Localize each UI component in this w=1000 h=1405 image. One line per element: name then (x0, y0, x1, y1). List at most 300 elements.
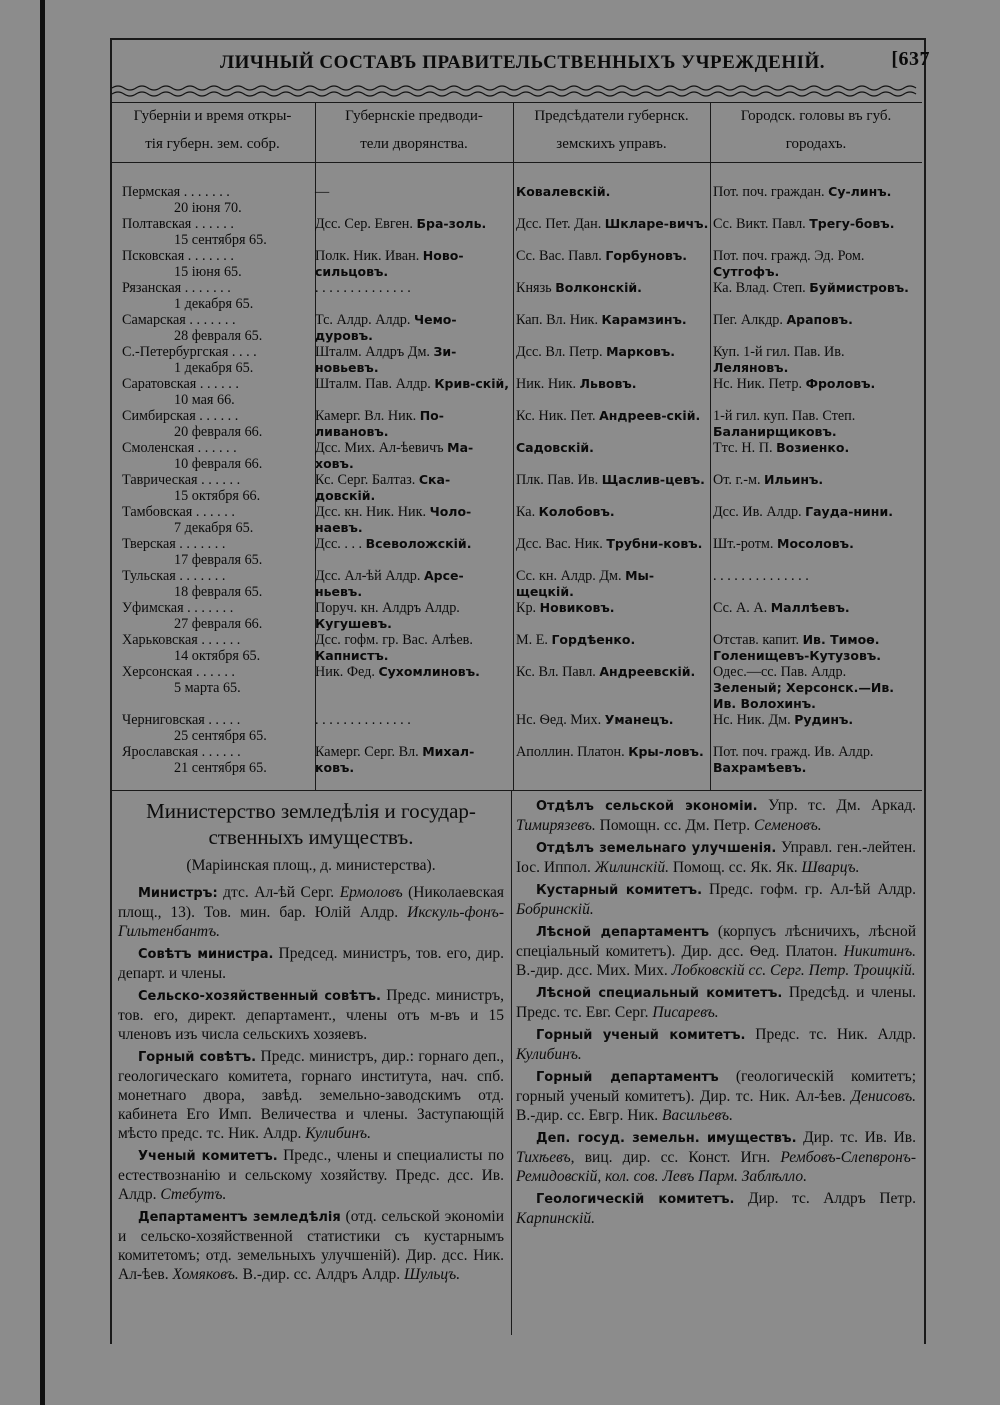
golova-cell (713, 408, 911, 440)
golova-cell (713, 600, 911, 616)
guberniya-name: Саратовская . . . . . . (122, 376, 239, 392)
predsedatel-surname: Шкларе-вичъ. (604, 216, 709, 231)
entry-name: Хомяковъ. (172, 1266, 239, 1283)
golova-cell (713, 216, 911, 232)
predvoditel-prefix: Дсс. кн. Ник. Ник. (315, 504, 430, 520)
predsedatel-surname: Ковалевскій. (516, 184, 611, 199)
ministry-entry (516, 1025, 916, 1064)
golova-cell (713, 504, 911, 520)
predsedatel-cell (516, 744, 709, 760)
golova-surname: Маллѣевъ. (770, 600, 850, 615)
predsedatel-cell (516, 344, 709, 360)
entry-name-2: Шварцъ. (801, 859, 860, 876)
predvoditel-prefix: Шталм. Алдръ Дм. (315, 344, 434, 360)
assembly-date: 27 февраля 66. (174, 616, 263, 632)
predvoditel-cell (315, 440, 510, 472)
ministry-entry (118, 1047, 504, 1143)
predsedatel-cell (516, 536, 709, 552)
predsedatel-prefix: Кап. Вл. Ник. (516, 312, 602, 328)
entry-name-2: Шульцъ. (403, 1266, 461, 1283)
predsedatel-cell (516, 408, 709, 424)
predvoditel-cell (315, 312, 510, 344)
golova-surname: Возиенко. (776, 440, 850, 455)
predsedatel-surname: Гордѣенко. (551, 632, 636, 647)
entry-label: Сельско-хозяйственный совѣтъ. (138, 989, 381, 1004)
predvoditel-prefix: Дсс. Ал-ѣй Алдр. (315, 568, 424, 584)
column-divider (710, 102, 711, 790)
golova-surname: Мосоловъ. (777, 536, 854, 551)
golova-surname: Ив. Тимоѳ. Голенищевъ-Кутузовъ. (713, 632, 882, 663)
guberniya-name: Тамбовская . . . . . . (122, 504, 235, 520)
predsedatel-surname: Марковъ. (606, 344, 676, 359)
predvoditel-prefix: Кс. Серг. Балтаз. (315, 472, 419, 488)
predsedatel-surname: Карамзинъ. (601, 312, 687, 327)
section-rule (110, 790, 922, 791)
guberniya-name: С.-Петербургская . . . . (122, 344, 257, 360)
predvoditel-cell (315, 600, 510, 632)
predsedatel-cell (516, 248, 709, 264)
guberniya-cell (122, 744, 317, 776)
entry-name: Бобринскій. (516, 901, 594, 918)
predsedatel-prefix: Аполлин. Платон. (516, 744, 629, 760)
predsedatel-surname: Уманецъ. (604, 712, 674, 727)
entry-label: Отдѣлъ земельнаго улучшенія. (536, 841, 777, 856)
guberniya-name: Пермская . . . . . . . (122, 184, 230, 200)
entry-label: Совѣтъ министра. (138, 947, 274, 962)
golova-prefix: Куп. 1-й гил. Пав. Ив. (713, 344, 845, 360)
golova-cell (713, 440, 911, 456)
ornamental-rule (110, 82, 922, 102)
golova-cell (713, 536, 911, 552)
predsedatel-cell (516, 632, 709, 648)
entry-label: Министръ: (138, 886, 218, 901)
entry-label: Лѣсной департаментъ (536, 925, 709, 940)
predsedatel-surname: Андреев-скій. (599, 408, 701, 423)
predvoditel-cell (315, 632, 510, 664)
entry-name: Тихѣевъ, (516, 1149, 575, 1166)
predsedatel-prefix: Кр. (516, 600, 540, 616)
golova-surname: Баланирщиковъ. (713, 424, 837, 439)
entry-name: Писаревъ. (652, 1004, 719, 1021)
golova-surname: Вахрамѣевъ. (713, 760, 807, 775)
predvoditel-prefix: Поруч. кн. Алдръ Алдр. (315, 600, 460, 616)
guberniya-name: Тульская . . . . . . . (122, 568, 226, 584)
predvoditel-cell (315, 568, 510, 600)
guberniya-name: Харьковская . . . . . . (122, 632, 241, 648)
predsedatel-cell (516, 472, 709, 488)
entry-text-cont: В.-дир. сс. Алдръ Алдр. (238, 1266, 404, 1283)
entry-label: Горный ученый комитетъ. (536, 1028, 746, 1043)
predvoditel-cell (315, 472, 510, 504)
guberniya-cell (122, 216, 317, 248)
predvoditel-surname: Ска-довскій. (315, 472, 451, 503)
predvoditel-cell (315, 248, 510, 280)
predsedatel-prefix: Нс. Ѳед. Мих. (516, 712, 605, 728)
guberniya-cell (122, 248, 317, 280)
predsedatel-prefix: Ка. (516, 504, 539, 520)
golova-surname: Араповъ. (786, 312, 853, 327)
ministry-entry (516, 796, 916, 835)
ministry-title: Министерство земледѣлія и государ-ственныхъ имуществъ. (146, 799, 476, 849)
assembly-date: 15 іюня 65. (174, 264, 242, 280)
predsedatel-surname: Кры-ловъ. (628, 744, 704, 759)
guberniya-name: Таврическая . . . . . . (122, 472, 241, 488)
golova-cell (713, 312, 911, 328)
golova-prefix: . . . . . . . . . . . . . . (713, 568, 809, 584)
golova-cell (713, 712, 911, 728)
predvoditel-cell (315, 664, 510, 680)
predvoditel-prefix: Дсс. Мих. Ал-ѣевичъ (315, 440, 448, 456)
entry-name: Карпинскій. (516, 1210, 596, 1227)
predvoditel-surname: Михал-ковъ. (315, 744, 475, 775)
entry-label: Геологическій комитетъ. (536, 1192, 735, 1207)
ministry-entry (516, 1189, 916, 1228)
entry-label: Деп. госуд. земельн. имуществъ. (536, 1131, 797, 1146)
predsedatel-surname: Волконскій. (555, 280, 642, 295)
ministry-right-column (516, 796, 916, 1231)
predvoditel-cell (315, 744, 510, 776)
golova-cell (713, 280, 911, 296)
entry-text: Дир. тс. Алдръ Петр. (734, 1190, 916, 1207)
golova-surname: Зеленый; Херсонск.—Ив. Ив. Волохинъ. (713, 680, 894, 711)
assembly-date: 7 декабря 65. (174, 520, 254, 536)
golova-prefix: Пег. Алкдр. (713, 312, 787, 328)
predvoditel-prefix: Ник. Фед. (315, 664, 379, 680)
predsedatel-cell (516, 376, 709, 392)
predsedatel-prefix: Плк. Пав. Ив. (516, 472, 602, 488)
guberniya-name: Симбирская . . . . . . (122, 408, 239, 424)
entry-label: Кустарный комитетъ. (536, 883, 703, 898)
column-header-golovy: Городск. головы въ губ. городахъ. (740, 108, 892, 152)
entry-text: (геологическій комитетъ; горный ученый комитетъ). Дир. тс. Ник. Ал-ѣев. (516, 1068, 916, 1105)
golova-surname: Трегу-бовъ. (809, 216, 895, 231)
predsedatel-cell (516, 184, 709, 200)
assembly-date: 15 сентября 65. (174, 232, 267, 248)
column-divider (511, 790, 512, 1335)
entry-label: Отдѣлъ сельской экономіи. (536, 799, 758, 814)
predvoditel-cell (315, 216, 510, 232)
entry-name-2: Семеновъ. (754, 817, 822, 834)
ministry-entry (516, 1128, 916, 1186)
entry-text: Председ. министръ, тов. его, дир. департ. и члены. (118, 945, 504, 982)
ministry-entry (118, 883, 504, 941)
predvoditel-prefix: Полк. Ник. Иван. (315, 248, 423, 264)
predsedatel-cell (516, 312, 709, 328)
assembly-date: 20 іюня 70. (174, 200, 242, 216)
entry-name-2: Васильевъ. (661, 1107, 733, 1124)
column-header-predsedateli: Предсѣдатели губернск. земскихъ управъ. (534, 108, 689, 152)
predvoditel-surname: Крив-скій, (434, 376, 510, 391)
predvoditel-surname: По-ливановъ. (315, 408, 444, 439)
guberniya-name: Уфимская . . . . . . . (122, 600, 234, 616)
ministry-entry (118, 1207, 504, 1284)
predvoditel-surname: Арсе-ньевъ. (315, 568, 464, 599)
assembly-date: 28 февраля 65. (174, 328, 263, 344)
predsedatel-surname: Мы-щецкій. (516, 568, 655, 599)
entry-text: дтс. Ал-ѣй Серг. (217, 884, 340, 901)
table-header-rule (110, 162, 922, 163)
predsedatel-cell (516, 664, 709, 680)
guberniya-cell (122, 408, 317, 440)
entry-text: Упр. тс. Дм. Аркад. (757, 797, 916, 814)
predsedatel-prefix: Кс. Ник. Пет. (516, 408, 600, 424)
golova-prefix: Дсс. Ив. Алдр. (713, 504, 806, 520)
entry-text: Предс. министръ, дир.: горнаго деп., геологическаго комитета, горнаго института, нач. спб. монетнаго двора, завѣд. земельно-заводскимъ отд. кабинета Его Имп. Величества и члены. Заступающій мѣсто предс. тс. Ник. Алдр. (118, 1048, 504, 1142)
predvoditel-surname: Ма-ховъ. (315, 440, 474, 471)
predvoditel-prefix: Камерг. Вл. Ник. (315, 408, 420, 424)
entry-text: (отд. сельской экономіи и сельско-хозяйственной статистики съ кустарнымъ комитетомъ; отд. земельныхъ улучшеній). Дир. дсс. Ник. Ал-ѣев. (118, 1208, 505, 1283)
guberniya-cell (122, 504, 317, 536)
predvoditel-cell (315, 536, 510, 552)
guberniya-cell (122, 312, 317, 344)
predvoditel-surname: Сухомлиновъ. (378, 664, 480, 679)
guberniya-name: Смоленская . . . . . . (122, 440, 237, 456)
golova-cell (713, 568, 911, 584)
document-page (110, 38, 930, 1343)
assembly-date: 15 октября 66. (174, 488, 261, 504)
entry-text-cont: виц. дир. сс. Конст. Игн. (574, 1149, 781, 1166)
entry-name: Жилинскій. (594, 859, 669, 876)
entry-text-cont: В.-дир. дсс. Мих. Мих. (516, 962, 672, 979)
predsedatel-cell (516, 280, 709, 296)
predsedatel-prefix: Дсс. Вас. Ник. (516, 536, 607, 552)
predsedatel-surname: Андреевскій. (599, 664, 696, 679)
column-header-guberniya: Губерніи и время откры- тія губерн. зем. собр. (133, 108, 292, 152)
predvoditel-prefix: . . . . . . . . . . . . . . (315, 712, 411, 728)
predsedatel-surname: Львовъ. (579, 376, 637, 391)
page-header (220, 48, 930, 82)
entry-name: Кулибинъ. (516, 1046, 582, 1063)
predsedatel-prefix: Сс. Вас. Павл. (516, 248, 606, 264)
guberniya-cell (122, 536, 317, 568)
golova-cell (713, 248, 911, 280)
predvoditel-surname: Кугушевъ. (315, 616, 392, 631)
predsedatel-prefix: Ник. Ник. (516, 376, 580, 392)
entry-name: Денисовъ. (851, 1088, 916, 1105)
predsedatel-cell (516, 712, 709, 728)
predvoditel-prefix: Дсс. гофм. гр. Вас. Алѣев. (315, 632, 473, 648)
column-divider (513, 102, 514, 790)
ministry-entry (118, 944, 504, 983)
golova-prefix: Отстав. капит. (713, 632, 803, 648)
predvoditel-surname: Чоло-наевъ. (315, 504, 472, 535)
golova-surname: Сутгофъ. (713, 264, 780, 279)
guberniya-name: Черниговская . . . . . (122, 712, 241, 728)
golova-surname: Буймистровъ. (809, 280, 909, 295)
predsedatel-cell (516, 440, 709, 456)
golova-cell (713, 472, 911, 488)
predsedatel-surname: Горбуновъ. (605, 248, 688, 263)
golova-prefix: Пот. поч. гражд. Эд. Ром. (713, 248, 865, 264)
predvoditel-cell (315, 344, 510, 376)
predsedatel-prefix: Дсс. Пет. Дан. (516, 216, 605, 232)
predsedatel-prefix: Князь (516, 280, 556, 296)
entry-text: Предс., члены и специалисты по естествознанію и сельскому хозяйству. Предс. дсс. Ив. Алдр. (118, 1147, 504, 1203)
entry-name: Кулибинъ. (305, 1125, 371, 1142)
page-number: [637 (891, 48, 930, 70)
golova-prefix: Пот. поч. гражд. Ив. Алдр. (713, 744, 874, 760)
predvoditel-surname: Капнистъ. (315, 648, 389, 663)
predvoditel-cell (315, 376, 510, 392)
ministry-entry (118, 1146, 504, 1204)
entry-text: Предс. министръ, тов. его, директ. департамент., члены отъ м-въ и 15 членовъ изъ числа сельскихъ хозяевъ. (118, 987, 504, 1043)
golova-cell (713, 744, 911, 776)
golova-surname: Гауда-нини. (805, 504, 893, 519)
golova-cell (713, 664, 911, 712)
guberniya-name: Самарская . . . . . . . (122, 312, 236, 328)
predvoditel-prefix: Шталм. Пав. Алдр. (315, 376, 435, 392)
assembly-date: 18 февраля 65. (174, 584, 263, 600)
golova-prefix: Одес.—сс. Пав. Алдр. (713, 664, 847, 680)
entry-text: (корпусъ лѣсничихъ, лѣсной спеціальный комитетъ). Дир. дсс. Ѳед. Платон. (516, 923, 916, 960)
guberniya-cell (122, 568, 317, 600)
assembly-date: 25 сентября 65. (174, 728, 267, 744)
entry-text: Предсѣд. и члены. Предс. тс. Евг. Серг. (516, 984, 916, 1021)
guberniya-cell (122, 632, 317, 664)
assembly-date: 1 декабря 65. (174, 296, 254, 312)
guberniya-name: Рязанская . . . . . . . (122, 280, 231, 296)
entry-name: Никитинъ. (843, 943, 916, 960)
golova-surname: Леляновъ. (713, 360, 789, 375)
entry-text-cont: (Николаевская площ., 13). Тов. мин. бар. Юлій Алдр. (118, 884, 504, 921)
running-title: ЛИЧНЫЙ СОСТАВЪ ПРАВИТЕЛЬСТВЕННЫХЪ УЧРЕЖДЕНІЙ. (220, 52, 826, 73)
predsedatel-cell (516, 216, 709, 232)
predvoditel-surname: Чемо-дуровъ. (315, 312, 457, 343)
entry-name-2: Лобковскій сс. Серг. Петр. Троицкій. (671, 962, 916, 979)
predsedatel-surname: Новиковъ. (539, 600, 615, 615)
predvoditel-cell (315, 712, 510, 728)
predvoditel-prefix: — (315, 184, 330, 200)
predsedatel-surname: Садовскій. (516, 440, 594, 455)
predsedatel-surname: Щаслив-цевъ. (601, 472, 705, 487)
predvoditel-prefix: Дсс. . . . (315, 536, 366, 552)
predvoditel-cell (315, 280, 510, 296)
guberniya-cell (122, 344, 317, 376)
assembly-date: 10 февраля 66. (174, 456, 263, 472)
page-edge-shadow (40, 0, 45, 1405)
entry-name: Стебутъ. (160, 1186, 227, 1203)
predsedatel-cell (516, 568, 709, 600)
guberniya-cell (122, 664, 317, 696)
golova-surname: Рудинъ. (794, 712, 854, 727)
predsedatel-surname: Колобовъ. (538, 504, 615, 519)
golova-cell (713, 344, 911, 376)
golova-prefix: Нс. Ник. Дм. (713, 712, 795, 728)
golova-prefix: Сс. Викт. Павл. (713, 216, 810, 232)
predsedatel-cell (516, 600, 709, 616)
predvoditel-prefix: . . . . . . . . . . . . . . (315, 280, 411, 296)
entry-label: Горный совѣтъ. (138, 1050, 257, 1065)
entry-text: Предс. тс. Ник. Алдр. (745, 1026, 916, 1043)
assembly-date: 5 марта 65. (174, 680, 241, 696)
guberniya-name: Псковская . . . . . . . (122, 248, 234, 264)
predsedatel-surname: Трубни-ковъ. (606, 536, 703, 551)
predvoditel-surname: Ново-сильцовъ. (315, 248, 464, 279)
golova-surname: Су-линъ. (828, 184, 892, 199)
ministry-entry (516, 983, 916, 1022)
predvoditel-prefix: Камерг. Серг. Вл. (315, 744, 423, 760)
assembly-date: 17 февраля 65. (174, 552, 263, 568)
entry-label: Ученый комитетъ. (138, 1149, 278, 1164)
golova-surname: Фроловъ. (805, 376, 876, 391)
assembly-date: 10 мая 66. (174, 392, 235, 408)
assembly-date: 1 декабря 65. (174, 360, 254, 376)
predsedatel-prefix: М. Е. (516, 632, 552, 648)
predsedatel-prefix: Сс. кн. Алдр. Дм. (516, 568, 626, 584)
predsedatel-cell (516, 504, 709, 520)
golova-prefix: Ка. Влад. Степ. (713, 280, 810, 296)
golova-prefix: Сс. А. А. (713, 600, 771, 616)
predvoditel-cell (315, 184, 510, 200)
ministry-entry (516, 838, 916, 877)
ministry-entry (516, 922, 916, 980)
entry-text: Дир. тс. Ив. Ив. (796, 1129, 916, 1146)
predvoditel-surname: Зи-новьевъ. (315, 344, 457, 375)
predvoditel-cell (315, 504, 510, 536)
entry-label: Лѣсной специальный комитетъ. (536, 986, 783, 1001)
predvoditel-surname: Всеволожскій. (365, 536, 472, 551)
golova-surname: Ильинъ. (764, 472, 824, 487)
predvoditel-cell (315, 408, 510, 440)
guberniya-cell (122, 712, 317, 744)
entry-name: Тимирязевъ. (516, 817, 596, 834)
entry-label: Горный департаментъ (536, 1070, 719, 1085)
entry-name: Ермоловъ (339, 884, 403, 901)
golova-prefix: Ттс. Н. П. (713, 440, 777, 456)
guberniya-cell (122, 184, 317, 216)
predsedatel-prefix: Кс. Вл. Павл. (516, 664, 600, 680)
ministry-address: (Маріинская площ., д. министерства). (186, 857, 436, 874)
golova-prefix: 1-й гил. куп. Пав. Степ. (713, 408, 856, 424)
golova-prefix: От. г.-м. (713, 472, 765, 488)
golova-prefix: Шт.-ротм. (713, 536, 777, 552)
golova-prefix: Нс. Ник. Петр. (713, 376, 806, 392)
ministry-left-column (118, 798, 504, 1287)
guberniya-name: Полтавская . . . . . . (122, 216, 234, 232)
predvoditel-prefix: Тс. Алдр. Алдр. (315, 312, 414, 328)
ministry-entry (516, 1067, 916, 1125)
predvoditel-surname: Бра-золь. (416, 216, 487, 231)
guberniya-cell (122, 280, 317, 312)
golova-prefix: Пот. поч. граждан. (713, 184, 829, 200)
guberniya-name: Ярославская . . . . . . (122, 744, 241, 760)
entry-text-cont: Помощн. сс. Дм. Петр. (595, 817, 755, 834)
golova-cell (713, 632, 911, 664)
assembly-date: 21 сентября 65. (174, 760, 267, 776)
predsedatel-prefix: Дсс. Вл. Петр. (516, 344, 607, 360)
entry-text-cont: В.-дир. сс. Евгр. Ник. (516, 1107, 662, 1124)
guberniya-name: Херсонская . . . . . . (122, 664, 235, 680)
golova-cell (713, 184, 911, 200)
entry-name-2: Икскуль-фонъ-Гильтенбантъ. (118, 904, 504, 940)
golova-cell (713, 376, 911, 392)
assembly-date: 14 октября 65. (174, 648, 261, 664)
guberniya-cell (122, 472, 317, 504)
entry-text-cont: Помощ. сс. Як. Як. (668, 859, 802, 876)
guberniya-cell (122, 376, 317, 408)
ministry-entry (516, 880, 916, 919)
entry-text: Управл. ген.-лейтен. Іос. Иппол. (516, 839, 916, 876)
column-header-predvoditeli: Губернскіе предводи- тели дворянства. (345, 108, 483, 152)
predvoditel-prefix: Дсс. Сер. Евген. (315, 216, 417, 232)
assembly-date: 20 февраля 66. (174, 424, 263, 440)
guberniya-cell (122, 440, 317, 472)
entry-label: Департаментъ земледѣлія (138, 1210, 341, 1225)
ministry-entry (118, 986, 504, 1044)
guberniya-cell (122, 600, 317, 632)
guberniya-name: Тверская . . . . . . . (122, 536, 226, 552)
entry-text: Предс. гофм. гр. Ал-ѣй Алдр. (702, 881, 916, 898)
